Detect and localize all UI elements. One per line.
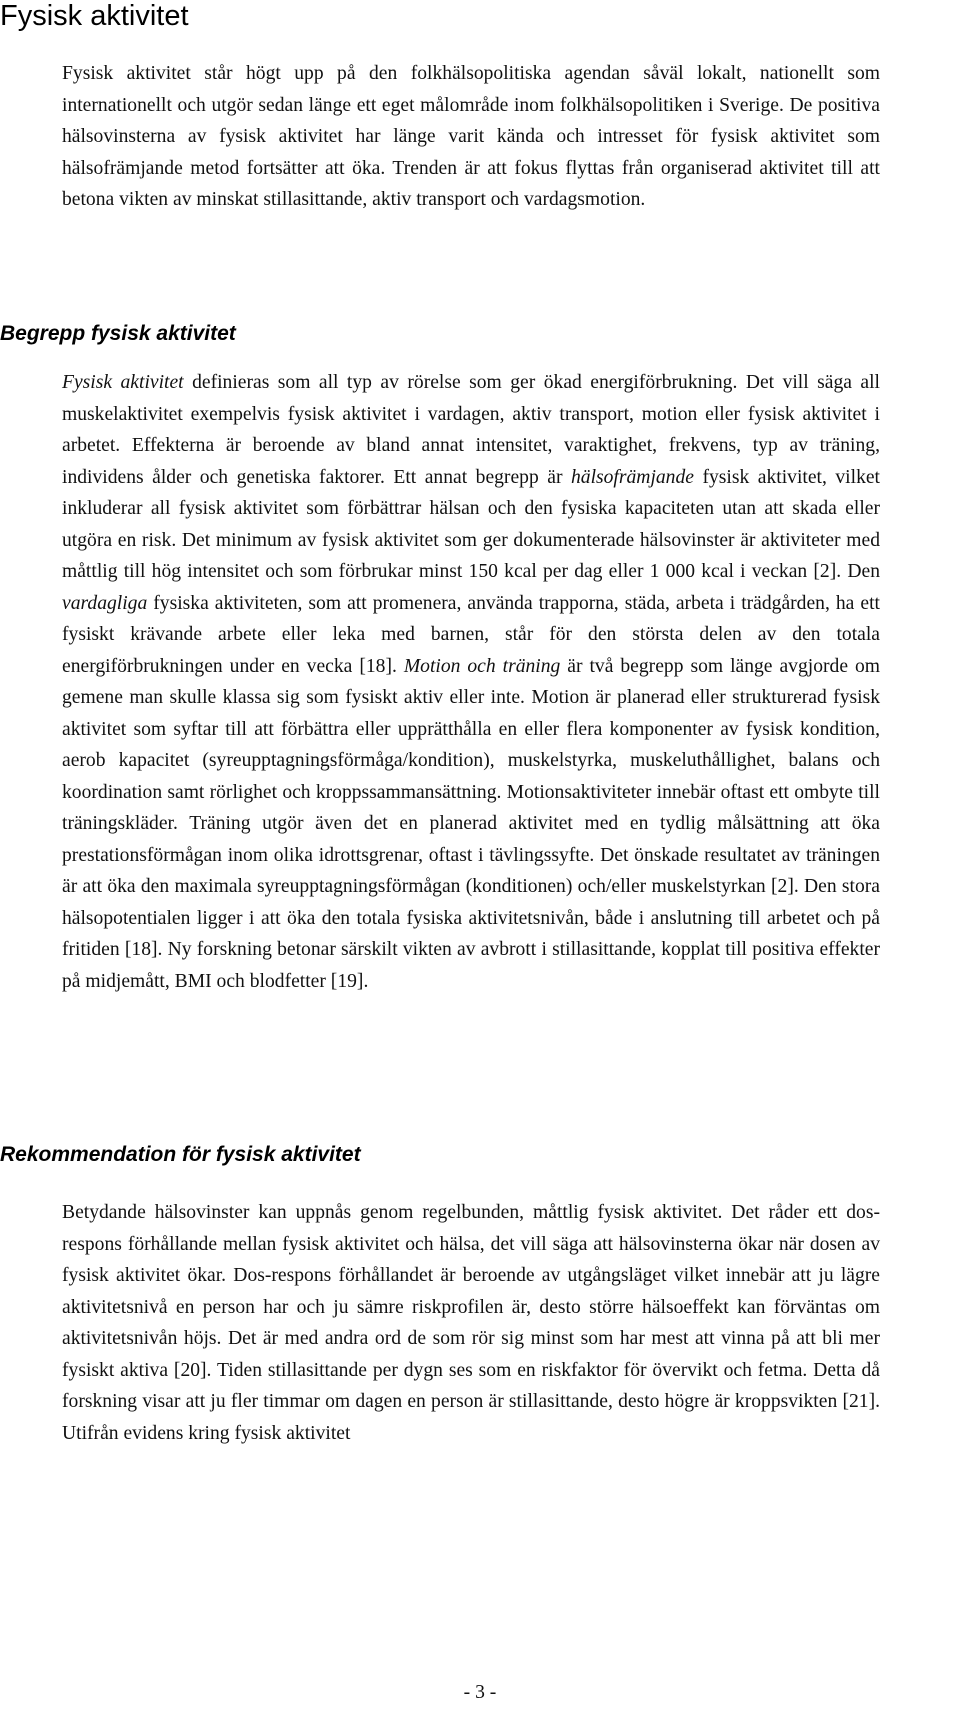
rekommendation-paragraph: Betydande hälsovinster kan uppnås genom regelbunden, måttlig fysisk aktivitet. Det råder ett dos-respons förhållande mellan fysisk aktivitet och hälsa, det vill säga att hälsovinsterna ökar när dosen av fysisk aktivitet ökar. Dos-respons förhållandet är beroende av utgångsläget vilket innebär att ju lägre aktivitetsnivå en person har och ju sämre riskprofilen är, desto större hälsoeffekt kan förväntas om aktivitetsnivån höjs. Det är med andra ord de som rör sig minst som har mest att vinna på att bli mer fysiskt aktiva [20]. Tiden stillasittande per dygn ses som en riskfaktor för övervikt och fetma. Detta då forskning visar att ju fler timmar om dagen en person är stillasittande, desto högre är kroppsvikten [21]. Utifrån evidens kring fysisk aktivitet — [62, 1202, 880, 1444]
term-halsoframjande: hälsofrämjande — [570, 466, 694, 488]
begrepp-text-2: fysisk aktivitet, vilket inkluderar all fysisk aktivitet som förbättrar hälsan och den fysiska kapaciteten utan att skada eller utgöra en risk. Det minimum av fysisk aktivitet som ger dokumenterade hälsovinster är aktiviteter med måttlig till hög intensitet och som förbrukar minst 150 kcal per dag eller 1 000 kcal i veckan [2]. Den — [62, 466, 881, 582]
intro-paragraph: Fysisk aktivitet står högt upp på den folkhälsopolitiska agendan såväl lokalt, nationellt som internationellt och utgör sedan länge ett eget målområde inom folkhälsopolitiken i Sverige. De positiva hälsovinsterna av fysisk aktivitet har länge varit kända och intresset för fysisk aktivitet som hälsofrämjande metod fortsätter att öka. Trenden är att fokus flyttas från organiserad aktivitet till att betona vikten av minskat stillasittande, aktiv transport och vardagsmotion. — [62, 63, 880, 210]
begrepp-text-4: är två begrepp som länge avgjorde om gemene man skulle klassa sig som fysiskt aktiv eller inte. Motion är planerad eller strukturerad fysisk aktivitet som syftar till att förbättra eller upprätthålla en eller flera komponenter av fysisk kondition, aerob kapacitet (syreupptagningsförmåga/kondition), muskelstyrka, muskeluthållighet, balans och koordination samt rörlighet och kroppssammansättning. Motionsaktiviteter innebär oftast ett ombyte till träningskläder. Träning utgör även det en planerad aktivitet med en tydlig målsättning att öka prestationsförmågan inom olika idrottsgrenar, oftast i tävlingssyfte. Det önskade resultatet av träningen är att öka den maximala syreupptagningsförmågan (konditionen) och/eller muskelstyrkan [2]. Den stora hälsopotentialen ligger i att öka den totala fysiska aktivitetsnivån, både i anslutning till arbetet och på fritiden [18]. Ny forskning betonar särskilt vikten av avbrott i stillasittande, kopplat till positiva effekter på midjemått, BMI och blodfetter [19]. — [62, 655, 881, 992]
begrepp-paragraph — [62, 367, 880, 997]
page-number: - 3 - — [463, 1682, 497, 1703]
term-motion-och-traning: Motion och träning — [403, 655, 561, 677]
begrepp-text-1: definieras som all typ av rörelse som ger ökad energiförbrukning. Det vill säga all muskelaktivitet exempelvis fysisk aktivitet i vardagen, aktiv transport, motion eller fysisk aktivitet i arbetet. Effekterna är beroende av bland annat intensitet, varaktighet, frekvens, typ av träning, individens ålder och genetiska faktorer. Ett annat begrepp är — [62, 372, 881, 488]
term-fysisk-aktivitet: Fysisk aktivitet — [62, 372, 184, 393]
section-heading-begrepp: Begrepp fysisk aktivitet — [0, 322, 236, 345]
page-title: Fysisk aktivitet — [0, 0, 189, 32]
section-heading-rekommendation: Rekommendation för fysisk aktivitet — [0, 1143, 361, 1166]
begrepp-text-3: fysiska aktiviteten, som att promenera, använda trapporna, städa, arbeta i trädgården, ha ett fysiskt krävande arbete eller leka med barnen, står för den största delen av den totala energiförbrukningen under en vecka [18]. — [62, 592, 880, 677]
term-vardagliga: vardagliga — [62, 592, 148, 614]
